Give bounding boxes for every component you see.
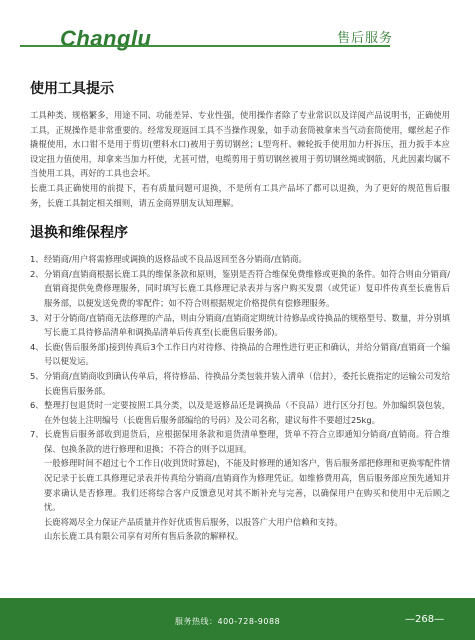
item-number: 7、 xyxy=(30,429,44,440)
procedure-note: 一般修理时间不超过七个工作日(收到货时算起)，不能及时修理的通知客户，售后服务部把修理和更换零配件情况记录于长鹿工具修理记录表并传真给分销商/直销商作为修理凭证。如维修费用高，售后服务部应预先通知并要求确认是否修理。我们还将综合客户反馈意见对其不断补充与完善，以确保用户在购买和使用中无后顾之忧。 xyxy=(44,458,450,513)
section-title-usage: 使用工具提示 xyxy=(30,81,114,97)
list-item xyxy=(30,267,450,311)
item-number: 3、 xyxy=(30,312,44,323)
item-number: 2、 xyxy=(30,268,44,279)
section-tag: 售后服务 xyxy=(337,31,394,46)
item-number: 5、 xyxy=(30,370,44,381)
section-title-procedure: 退换和维保程序 xyxy=(30,225,128,242)
list-item xyxy=(30,369,450,398)
list-item xyxy=(30,252,450,267)
page-number: —268— xyxy=(405,614,445,625)
brand-logo: Changlu xyxy=(60,26,152,51)
header-divider xyxy=(20,45,390,47)
page-content xyxy=(30,80,450,544)
list-item xyxy=(30,398,450,427)
usage-paragraph: 长鹿工具正确使用的前提下，若有质量问题可退换，不是所有工具产品坏了都可以退换，为了更好的规范售后服务，长鹿工具制定相关细则，请五金商界朋友认知理解。 xyxy=(30,182,450,208)
item-text: 长鹿(售后服务部)接到传真后3个工作日内对待修、待换品的合理性进行更正和确认，并给分销商/直销商一个编号以便发运。 xyxy=(44,341,450,367)
page-header xyxy=(0,0,475,70)
item-number: 6、 xyxy=(30,400,44,411)
list-item xyxy=(30,427,450,456)
item-text: 长鹿售后服务部收到退货后，应根据保用条款和退货清单整理，货单不符合立即通知分销商/直销商。符合维保、包换条款的进行修理和退换；不符合的则予以退回。 xyxy=(44,429,450,454)
return-procedure-section xyxy=(30,224,450,544)
item-text: 整理打包退货时一定要按照工具分类，以及是返修品还是调换品（不良品）进行区分打包。外加编织袋包装，在外包装上注明编号（长鹿售后服务部编给的号码）及公司名称，建议每件不要超过25kg。 xyxy=(44,400,450,425)
item-text: 分销商/直销商根据长鹿工具的维保条款和原则，鉴别是否符合维保免费维修或更换的条件。如符合则由分销商/直销商提供免费修理服务，同时填写长鹿工具修理记录表并与客户购买发票（或凭证）复印件传真至长鹿售后服务部，以便发送免费的零配件；如不符合则根据规定价格提供有偿修理服务。 xyxy=(44,268,450,308)
item-number: 1、 xyxy=(30,254,44,265)
usage-paragraph: 工具种类、规格繁多，用途不同、功能差异、专业性强，使用操作者除了专业常识以及详阅产品说明书，正确使用工具，正规操作是非常重要的。经常发现返回工具不当操作现象，如手动套筒被拿来当气动套筒使用，螺丝起子作撬棍使用，水口钳不是用于剪切(塑料水口)被用于剪切钢丝；L型弯杆、棘轮扳手使用加力杆拆压，扭力扳手本应设定扭力值使用，却拿来当加力杆使，尤甚可惜，电缆剪用于剪切钢丝被用于剪切钢丝绳或钢筋，凡此因素均属不当使用工具，再好的工具也会坏。 xyxy=(30,110,450,179)
service-hotline: 服务热线：400-728-9088 xyxy=(175,617,281,626)
item-text: 对于分销商/直销商无法修理的产品，则由分销商/直销商定期统计待修品或待换品的规格型号、数量，并分别填写长鹿工具待修品清单和调换品清单后传真至(长鹿售后服务部)。 xyxy=(44,312,450,338)
list-item xyxy=(30,340,450,369)
list-item xyxy=(30,311,450,340)
item-number: 4、 xyxy=(30,341,44,352)
tool-usage-section xyxy=(30,80,450,210)
procedure-list xyxy=(30,252,450,456)
procedure-note: 长鹿将竭尽全力保证产品质量并作好优质售后服务，以报答广大用户信赖和支持。 xyxy=(44,516,343,527)
page-footer xyxy=(0,598,475,640)
item-text: 经销商/用户将需修理或调换的返修品或不良品返回至各分销商/直销商。 xyxy=(44,254,307,265)
item-text: 分销商/直销商收到确认传单后，将待修品、待换品分类包装并装入清单（信封），委托长鹿指定的运输公司发给长鹿售后服务部。 xyxy=(44,370,450,396)
procedure-note: 山东长鹿工具有限公司享有对所有售后条款的解释权。 xyxy=(44,531,244,542)
